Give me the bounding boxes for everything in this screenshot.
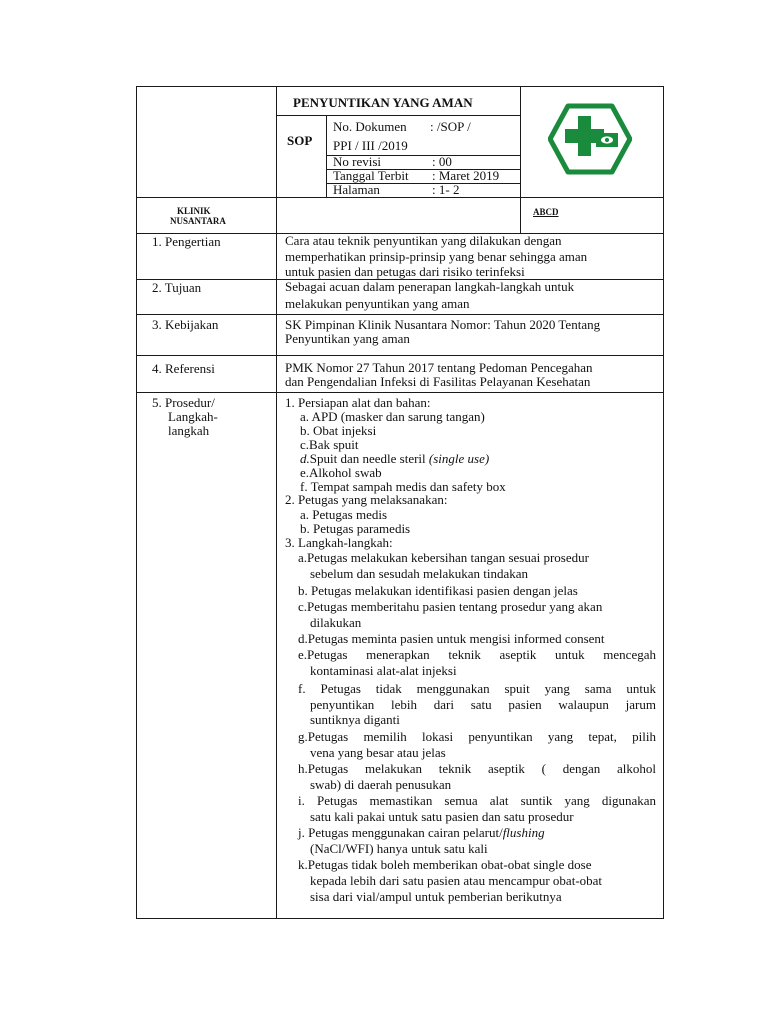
revision-value: : 00 bbox=[432, 154, 452, 169]
clinic-logo-icon bbox=[548, 103, 632, 175]
petugas-item: b. Petugas paramedis bbox=[300, 521, 411, 536]
persiapan-item-italic: (single use) bbox=[428, 451, 490, 466]
revision-label: No revisi bbox=[333, 154, 382, 169]
langkah-item: c.Petugas memberitahu pasien tentang prosedur yang akan bbox=[298, 599, 603, 614]
section-label-prosedur-line2: Langkah- bbox=[168, 409, 218, 424]
page-label: Halaman bbox=[333, 182, 380, 197]
section-label-kebijakan: 3. Kebijakan bbox=[152, 317, 219, 332]
langkah-item: e.Petugas menerapkan teknik aseptik untuk mencegah bbox=[298, 647, 656, 662]
doc-number-continued: PPI / III /2019 bbox=[333, 138, 408, 153]
issue-date-value: : Maret 2019 bbox=[432, 168, 500, 183]
section-label-prosedur: 5. Prosedur/ bbox=[152, 395, 215, 410]
section-divider bbox=[136, 392, 664, 393]
langkah-item-cont: sisa dari vial/ampul untuk pemberian berikutnya bbox=[310, 889, 562, 904]
langkah-item-cont: penyuntikan lebih dari satu pasien walaupun jarum bbox=[310, 697, 656, 712]
langkah-item: h.Petugas melakukan teknik aseptik ( dengan alkohol bbox=[298, 761, 656, 776]
section-label-referensi: 4. Referensi bbox=[152, 361, 215, 376]
persiapan-item: e.Alkohol swab bbox=[300, 465, 382, 480]
persiapan-item: b. Obat injeksi bbox=[300, 423, 377, 438]
section-label-tujuan: 2. Tujuan bbox=[152, 280, 202, 295]
langkah-item-cont: kontaminasi alat-alat injeksi bbox=[310, 663, 457, 678]
section-label-pengertian: 1. Pengertian bbox=[152, 234, 221, 249]
kebijakan-line: SK Pimpinan Klinik Nusantara Nomor: Tahun 2020 Tentang bbox=[285, 317, 601, 332]
persiapan-item: c.Bak spuit bbox=[300, 437, 359, 452]
sop-label: SOP bbox=[287, 133, 313, 148]
section-divider bbox=[136, 355, 664, 356]
langkah-item-cont: vena yang besar atau jelas bbox=[310, 745, 446, 760]
langkah-item-cont: kepada lebih dari satu pasien atau mencampur obat-obat bbox=[310, 873, 603, 888]
table-border-right bbox=[663, 86, 664, 919]
sop-label-divider bbox=[326, 115, 327, 197]
langkah-item bbox=[298, 826, 545, 840]
langkah-item-cont: (NaCl/WFI) hanya untuk satu kali bbox=[310, 841, 488, 856]
pengertian-line: memperhatikan prinsip-prinsip yang benar sehingga aman bbox=[285, 249, 588, 264]
clinic-name-line1: KLINIK bbox=[177, 206, 211, 216]
table-border-left bbox=[136, 86, 137, 919]
table-border-top bbox=[136, 86, 664, 87]
header-divider bbox=[136, 197, 664, 198]
logo-column-divider bbox=[520, 86, 521, 233]
page-value: : 1- 2 bbox=[432, 182, 460, 197]
issue-date-label: Tanggal Terbit bbox=[333, 168, 409, 183]
persiapan-item-letter: d. bbox=[300, 451, 310, 466]
langkah-item-cont: swab) di daerah penusukan bbox=[310, 777, 452, 792]
persiapan-heading: 1. Persiapan alat dan bahan: bbox=[285, 395, 431, 410]
column-divider bbox=[276, 86, 277, 919]
table-border-bottom bbox=[136, 918, 664, 919]
petugas-heading: 2. Petugas yang melaksanakan: bbox=[285, 492, 448, 507]
pengertian-line: Cara atau teknik penyuntikan yang dilakukan dengan bbox=[285, 233, 562, 248]
title-divider bbox=[276, 115, 521, 116]
langkah-item-text: j. Petugas menggunakan cairan pelarut/ bbox=[298, 825, 503, 840]
langkah-item: i. Petugas memastikan semua alat suntik yang digunakan bbox=[298, 793, 656, 808]
pengertian-line: untuk pasien dan petugas dari risiko terinfeksi bbox=[285, 264, 525, 279]
tujuan-line: Sebagai acuan dalam penerapan langkah-langkah untuk bbox=[285, 279, 575, 294]
langkah-item-cont: suntiknya diganti bbox=[310, 712, 400, 727]
signature-name: ABCD bbox=[533, 207, 559, 217]
persiapan-item: f. Tempat sampah medis dan safety box bbox=[300, 479, 506, 494]
langkah-item-cont: satu kali pakai untuk satu pasien dan satu prosedur bbox=[310, 809, 574, 824]
langkah-item: g.Petugas memilih lokasi penyuntikan yang tepat, pilih bbox=[298, 729, 656, 744]
persiapan-item bbox=[300, 452, 489, 466]
langkah-item: k.Petugas tidak boleh memberikan obat-obat single dose bbox=[298, 857, 592, 872]
persiapan-item-text: Spuit dan needle steril bbox=[309, 451, 429, 466]
langkah-item: d.Petugas meminta pasien untuk mengisi informed consent bbox=[298, 631, 605, 646]
doc-number-label: No. Dokumen bbox=[333, 119, 407, 134]
langkah-item: f. Petugas tidak menggunakan spuit yang sama untuk bbox=[298, 681, 656, 696]
clinic-name-line2: NUSANTARA bbox=[170, 216, 226, 226]
petugas-item: a. Petugas medis bbox=[300, 507, 388, 522]
langkah-item: b. Petugas melakukan identifikasi pasien dengan jelas bbox=[298, 583, 578, 598]
referensi-line: dan Pengendalian Infeksi di Fasilitas Pelayanan Kesehatan bbox=[285, 374, 591, 389]
langkah-heading: 3. Langkah-langkah: bbox=[285, 535, 393, 550]
section-divider bbox=[136, 314, 664, 315]
kebijakan-line: Penyuntikan yang aman bbox=[285, 331, 410, 346]
langkah-item-cont: sebelum dan sesudah melakukan tindakan bbox=[310, 566, 529, 581]
persiapan-item: a. APD (masker dan sarung tangan) bbox=[300, 409, 485, 424]
referensi-line: PMK Nomor 27 Tahun 2017 tentang Pedoman Pencegahan bbox=[285, 360, 593, 375]
tujuan-line: melakukan penyuntikan yang aman bbox=[285, 296, 470, 311]
doc-number-value: : /SOP / bbox=[430, 119, 471, 134]
langkah-item-italic: flushing bbox=[502, 825, 545, 840]
document-title: PENYUNTIKAN YANG AMAN bbox=[293, 95, 473, 110]
langkah-item: a.Petugas melakukan kebersihan tangan sesuai prosedur bbox=[298, 550, 589, 565]
section-label-prosedur-line3: langkah bbox=[168, 423, 210, 438]
langkah-item-cont: dilakukan bbox=[310, 615, 362, 630]
